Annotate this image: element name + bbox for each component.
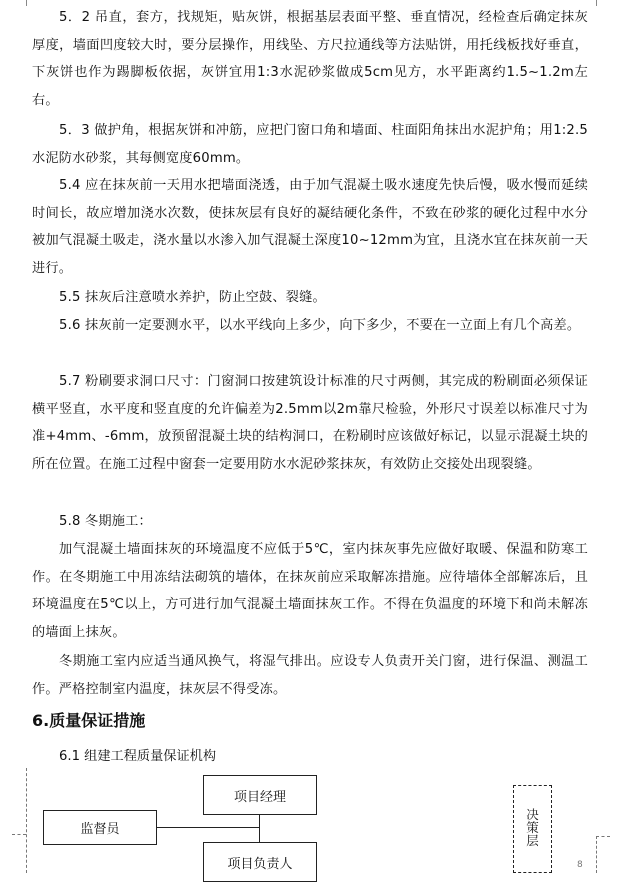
paragraph-winter-1: 加气混凝土墙面抹灰的环境温度不应低于5℃，室内抹灰事先应做好取暖、保温和防寒工作。在冬期施工中用冻结法砌筑的墙体，在抹灰前应采取解冻措施。应待墙体全部解冻后，且环境温度在5℃以上，方可进行加气混凝土墙面抹灰工作。不得在负温度的环境下和尚未解冻的墙面上抹灰。 — [32, 542, 588, 640]
decision-layer-char-2: 策 — [526, 820, 539, 835]
supervisor-label: 监督员 — [80, 822, 120, 837]
margin-guide-left — [26, 768, 27, 873]
paragraph-winter-2: 冬期施工室内应适当通风换气，将湿气排出。应设专人负责开关门窗，进行保温、测温工作。严格控制室内温度，抹灰层不得受冻。 — [32, 654, 588, 697]
paragraph-5-5: 5.5 抹灰后注意喷水养护，防止空鼓、裂缝。 — [59, 290, 326, 305]
connector-vertical — [259, 815, 260, 845]
paragraph-5-4: 5.4 应在抹灰前一天用水把墙面浇透，由于加气混凝土吸水速度先快后慢，吸水慢而延续时间长，故应增加浇水次数，使抹灰层有良好的凝结硬化条件，不致在砂浆的硬化过程中水分被加气混凝土吸走，浇水量以水渗入加气混凝土深度10~12mm为宜，且浇水宜在抹灰前一天进行。 — [32, 178, 588, 276]
project-manager-label: 项目经理 — [233, 789, 286, 805]
crop-mark-top-left — [26, 0, 27, 6]
section-heading: 6.质量保证措施 — [32, 711, 146, 730]
connector-horizontal — [157, 827, 259, 828]
margin-guide-left-tick — [12, 834, 26, 835]
paragraph-5-8: 5.8 冬期施工： — [59, 514, 152, 529]
decision-layer-char-3: 层 — [526, 833, 539, 848]
subsection-title: 6.1 组建工程质量保证机构 — [59, 749, 217, 764]
margin-guide-right — [596, 836, 597, 873]
margin-guide-right-tick — [596, 836, 610, 837]
project-lead-label: 项目负责人 — [227, 856, 293, 872]
supervisor-box — [43, 810, 157, 845]
crop-mark-top-right — [596, 0, 597, 6]
paragraph-5-6: 5.6 抹灰前一定要测水平，以水平线向上多少，向下多少，不要在一立面上有几个高差。 — [59, 318, 581, 333]
paragraph-5-7: 5.7 粉刷要求洞口尺寸：门窗洞口按建筑设计标准的尺寸两侧，其完成的粉刷面必须保证横平竖直，水平度和竖直度的允许偏差为2.5mm以2m靠尺检验，外形尺寸误差以标准尺寸为准+4mm、-6mm，放预留混凝土块的结构洞口，在粉刷时应该做好标记，以显示混凝土块的所在位置。在施工过程中窗套一定要用防水水泥砂浆抹灰，有效防止交接处出现裂缝。 — [32, 374, 588, 472]
paragraph-5-3: 5．3 做护角，根据灰饼和冲筋，应把门窗口角和墙面、柱面阳角抹出水泥护角；用1:2.5水泥防水砂浆，其每侧宽度60mm。 — [32, 123, 588, 166]
decision-layer-char-1: 决 — [526, 807, 539, 822]
paragraph-5-2: 5．2 吊直，套方，找规矩，贴灰饼，根据基层表面平整、垂直情况，经检查后确定抹灰厚度，墙面凹度较大时，要分层操作，用线坠、方尺拉通线等方法贴饼，用托线板找好垂直，下灰饼也作为踢脚板依据，灰饼宜用1:3水泥砂浆做成5cm见方，水平距离约1.5~1.2m左右。 — [32, 10, 588, 108]
project-manager-box — [203, 775, 317, 815]
decision-layer-box — [513, 785, 552, 873]
project-lead-box — [203, 842, 317, 882]
page-number: 8 — [577, 860, 583, 870]
